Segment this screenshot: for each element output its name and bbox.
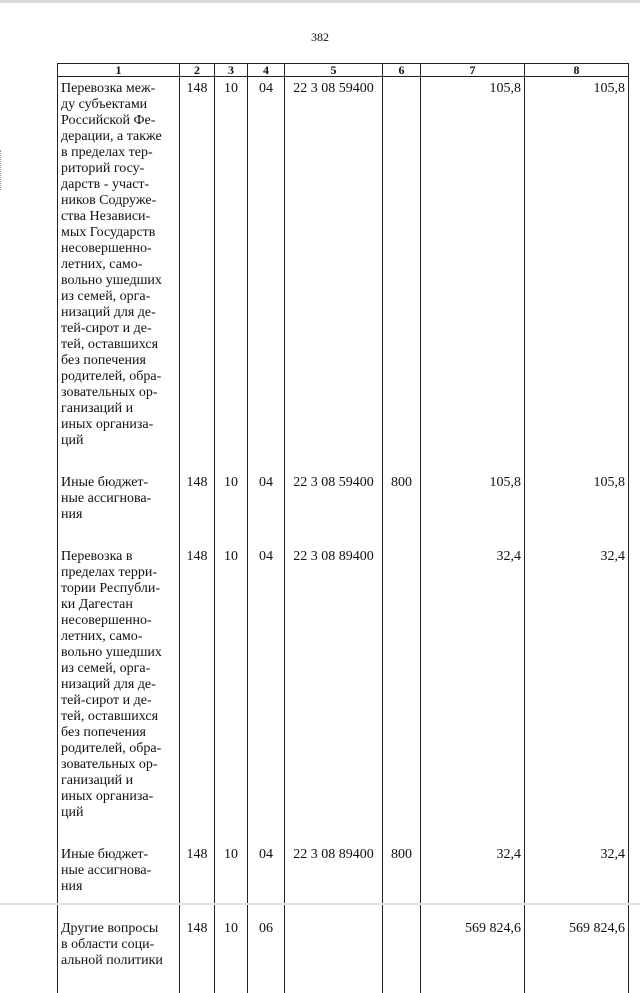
row-name-line: Иные бюджет- [61,847,176,863]
amount-cell: 32,4 [421,843,525,917]
row-name-line: ников Содруже- [61,193,176,209]
row-name-line: без попечения [61,725,176,741]
column-header: 8 [525,64,629,77]
subsection-cell: 04 [248,545,285,843]
code-cell: 148 [180,471,215,545]
row-name-line: пределах терри- [61,565,176,581]
table-row [58,471,629,545]
row-name-line: ные ассигнова- [61,491,176,507]
expense-type-cell [383,77,421,472]
expense-type-cell: 800 [383,843,421,917]
target-article-cell: 22 3 08 59400 [285,77,383,472]
amount-cell: 569 824,6 [525,917,629,993]
budget-table [57,63,629,993]
section-cell: 10 [215,545,248,843]
row-name-line: мых Государств [61,225,176,241]
row-name-line: ганизаций и [61,401,176,417]
row-name-line: ния [61,879,176,895]
row-name-line: зовательных ор- [61,385,176,401]
row-name-line: ки Дагестан [61,597,176,613]
amount-cell: 105,8 [421,77,525,472]
row-name-cell [58,917,180,993]
row-name-line: родителей, обра- [61,369,176,385]
amount-cell: 569 824,6 [421,917,525,993]
row-name-line: из семей, орга- [61,661,176,677]
subsection-cell: 06 [248,917,285,993]
subsection-cell: 04 [248,77,285,472]
row-name-line: Иные бюджет- [61,475,176,491]
row-name-line: дарств - участ- [61,177,176,193]
row-name-line: летних, само- [61,257,176,273]
row-name-line: вольно ушедших [61,645,176,661]
code-cell: 148 [180,917,215,993]
code-cell: 148 [180,545,215,843]
column-header: 2 [180,64,215,77]
expense-type-cell: 800 [383,471,421,545]
row-name-line: Перевозка меж- [61,81,176,97]
column-header: 7 [421,64,525,77]
row-name-line: летних, само- [61,629,176,645]
row-name-line: ства Независи- [61,209,176,225]
table-row [58,917,629,993]
row-name-cell [58,545,180,843]
row-name-line: ния [61,507,176,523]
row-name-line: ду субъектами [61,97,176,113]
row-name-cell [58,843,180,917]
row-name-line: несовершенно- [61,613,176,629]
amount-cell: 105,8 [525,77,629,472]
target-article-cell: 22 3 08 89400 [285,843,383,917]
row-name-line: без попечения [61,353,176,369]
row-name-line: родителей, обра- [61,741,176,757]
section-cell: 10 [215,77,248,472]
row-name-line: ций [61,805,176,821]
amount-cell: 105,8 [525,471,629,545]
section-cell: 10 [215,843,248,917]
target-article-cell [285,917,383,993]
subsection-cell: 04 [248,843,285,917]
row-name-line: Перевозка в [61,549,176,565]
row-name-line: тей-сирот и де- [61,693,176,709]
table-row [58,77,629,472]
amount-cell: 32,4 [421,545,525,843]
row-name-line: ные ассигнова- [61,863,176,879]
subsection-cell: 04 [248,471,285,545]
column-header: 4 [248,64,285,77]
page-number: 382 [0,30,640,45]
column-header: 5 [285,64,383,77]
row-name-line: тей, оставшихся [61,709,176,725]
scan-margin-mark [0,150,5,190]
row-name-line: вольно ушедших [61,273,176,289]
row-name-line: иных организа- [61,417,176,433]
row-name-line: из семей, орга- [61,289,176,305]
row-name-line: низаций для де- [61,305,176,321]
table-header-row [58,64,629,77]
table-body [58,77,629,993]
row-name-line: несовершенно- [61,241,176,257]
expense-type-cell [383,545,421,843]
row-name-line: зовательных ор- [61,757,176,773]
amount-cell: 105,8 [421,471,525,545]
scan-top-edge [0,0,640,3]
code-cell: 148 [180,843,215,917]
amount-cell: 32,4 [525,843,629,917]
column-header: 1 [58,64,180,77]
row-name-line: Российской Фе- [61,113,176,129]
row-name-line: в пределах тер- [61,145,176,161]
row-name-line: дерации, а также [61,129,176,145]
row-name-line: низаций для де- [61,677,176,693]
section-cell: 10 [215,471,248,545]
target-article-cell: 22 3 08 59400 [285,471,383,545]
target-article-cell: 22 3 08 89400 [285,545,383,843]
row-name-line: тей-сирот и де- [61,321,176,337]
table-row [58,843,629,917]
row-name-line: ганизаций и [61,773,176,789]
row-name-line: тей, оставшихся [61,337,176,353]
row-name-line: ций [61,433,176,449]
column-header: 3 [215,64,248,77]
row-name-line: альной политики [61,953,176,969]
amount-cell: 32,4 [525,545,629,843]
row-name-line: в области соци- [61,937,176,953]
row-name-cell [58,471,180,545]
expense-type-cell [383,917,421,993]
table-row [58,545,629,843]
section-cell: 10 [215,917,248,993]
row-name-line: Другие вопросы [61,921,176,937]
row-name-cell [58,77,180,472]
row-name-line: риторий госу- [61,161,176,177]
row-name-line: тории Республи- [61,581,176,597]
row-name-line: иных организа- [61,789,176,805]
column-header: 6 [383,64,421,77]
code-cell: 148 [180,77,215,472]
